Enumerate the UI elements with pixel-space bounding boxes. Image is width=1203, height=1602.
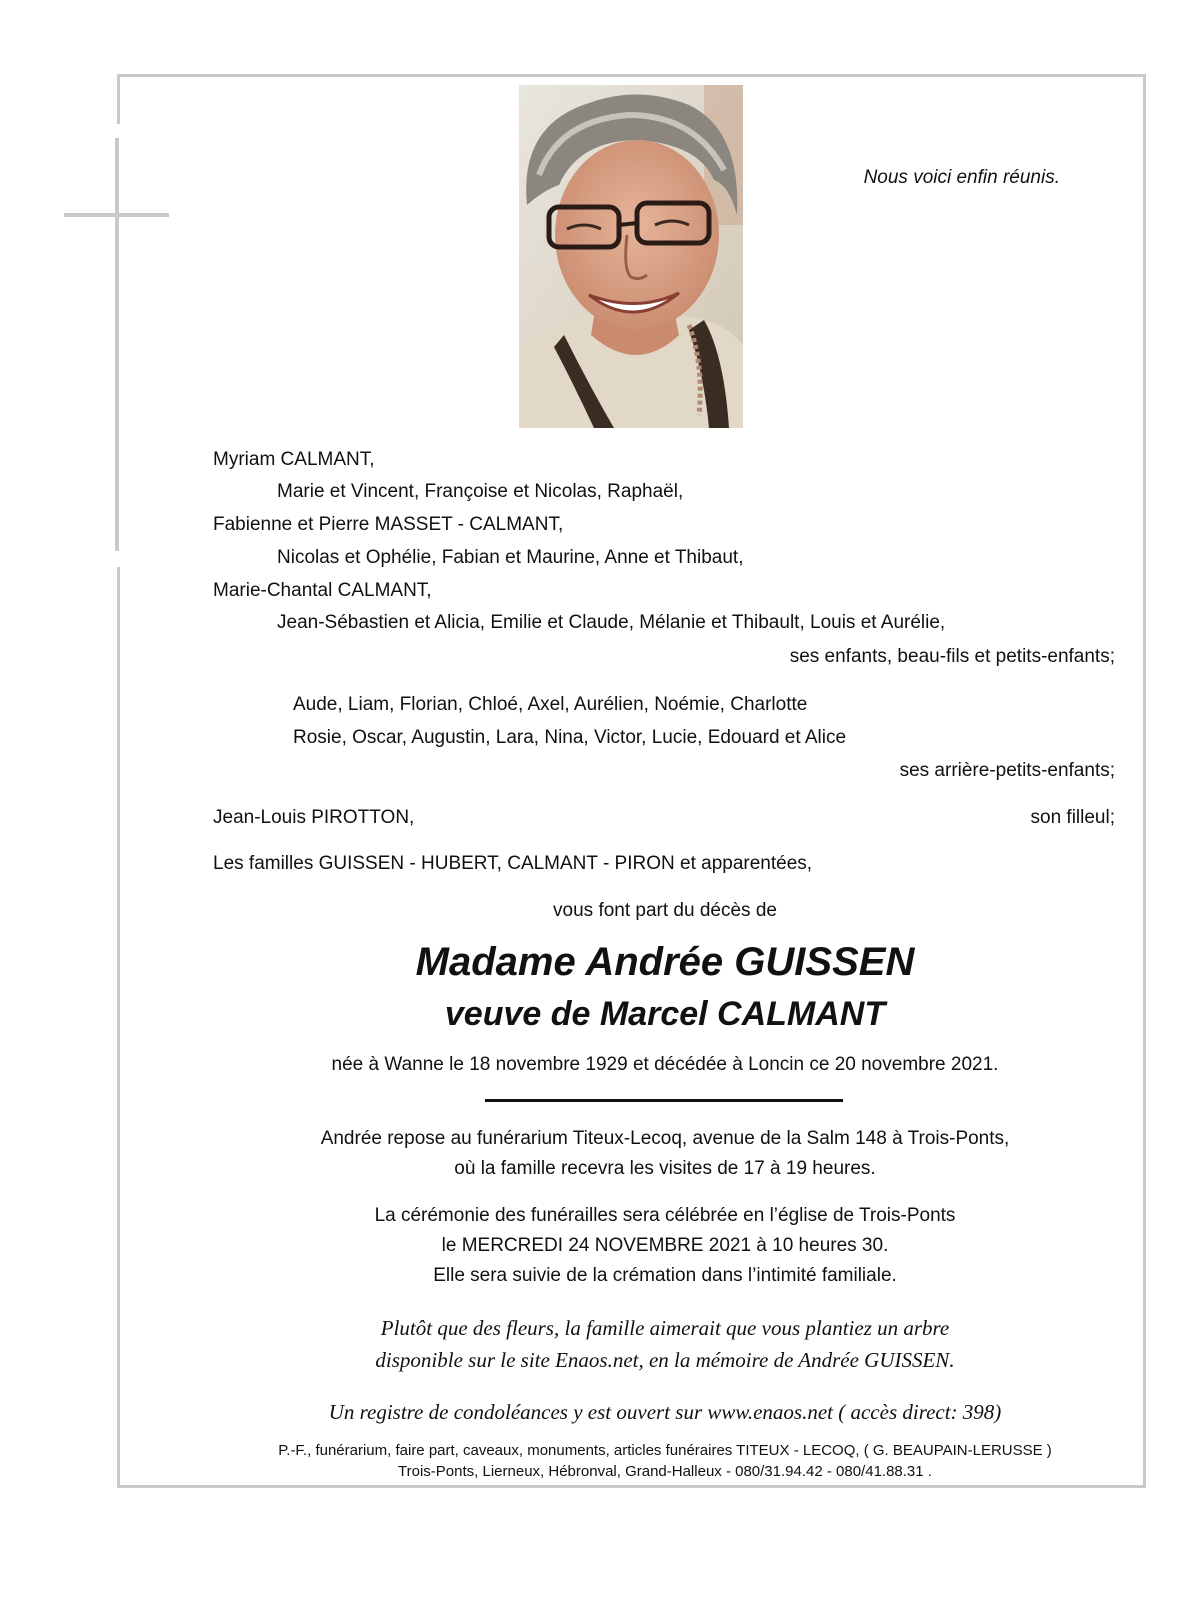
flowers-note: Plutôt que des fleurs, la famille aimerait que vous plantiez un arbre: [380, 1316, 950, 1340]
relation-label: ses enfants, beau-fils et petits-enfants;: [789, 646, 1115, 667]
family-line: Marie-Chantal CALMANT,: [213, 580, 432, 601]
family-line: Marie et Vincent, Françoise et Nicolas, Raphaël,: [277, 481, 684, 502]
frame-right-border: [1143, 74, 1146, 1488]
frame-left-border-top: [117, 74, 120, 124]
deceased-widow: veuve de Marcel CALMANT: [444, 995, 886, 1033]
family-line: Fabienne et Pierre MASSET - CALMANT,: [213, 514, 564, 535]
registry-note: Un registre de condoléances y est ouvert sur www.enaos.net ( accès direct: 398): [328, 1400, 1002, 1424]
footer-line: Trois-Ponts, Lierneux, Hébronval, Grand-Halleux - 080/31.94.42 - 080/41.88.31 .: [398, 1463, 932, 1480]
relation-label: son filleul;: [1030, 807, 1115, 828]
families-line: Les familles GUISSEN - HUBERT, CALMANT - PIRON et apparentées,: [213, 853, 813, 874]
relation-label: ses arrière-petits-enfants;: [899, 760, 1115, 781]
visit-info: où la famille recevra les visites de 17 à 19 heures.: [454, 1158, 876, 1179]
frame-bottom-border: [117, 1485, 1146, 1488]
flowers-note: disponible sur le site Enaos.net, en la mémoire de Andrée GUISSEN.: [375, 1348, 955, 1372]
cross-icon-horizontal: [64, 213, 169, 217]
ceremony-info: le MERCREDI 24 NOVEMBRE 2021 à 10 heures 30.: [441, 1235, 889, 1256]
great-grandchildren-line: Aude, Liam, Florian, Chloé, Axel, Aurélien, Noémie, Charlotte: [293, 694, 808, 715]
visit-info: Andrée repose au funérarium Titeux-Lecoq, avenue de la Salm 148 à Trois-Ponts,: [320, 1128, 1010, 1149]
family-line: Jean-Sébastien et Alicia, Emilie et Claude, Mélanie et Thibault, Louis et Aurélie,: [277, 612, 946, 633]
portrait-photo: [519, 85, 743, 428]
footer-line: P.-F., funérarium, faire part, caveaux, monuments, articles funéraires TITEUX - LECOQ, ( G. BEAUPAIN-LERUSSE ): [278, 1442, 1052, 1459]
frame-top-border: [117, 74, 1146, 77]
frame-left-border-bottom: [117, 567, 120, 1488]
family-line: Myriam CALMANT,: [213, 449, 375, 470]
godson-name: Jean-Louis PIROTTON,: [213, 807, 415, 828]
birth-death-dates: née à Wanne le 18 novembre 1929 et décédée à Loncin ce 20 novembre 2021.: [331, 1054, 999, 1075]
ceremony-info: La cérémonie des funérailles sera célébrée en l’église de Trois-Ponts: [374, 1205, 956, 1226]
great-grandchildren-line: Rosie, Oscar, Augustin, Lara, Nina, Victor, Lucie, Edouard et Alice: [293, 727, 847, 748]
divider-line: [485, 1099, 843, 1102]
ceremony-info: Elle sera suivie de la crémation dans l’intimité familiale.: [433, 1265, 897, 1286]
family-line: Nicolas et Ophélie, Fabian et Maurine, Anne et Thibaut,: [277, 547, 744, 568]
deceased-name: Madame Andrée GUISSEN: [415, 940, 915, 984]
announcement: vous font part du décès de: [553, 900, 777, 921]
epigraph: Nous voici enfin réunis.: [863, 167, 1060, 188]
cross-icon-vertical: [115, 138, 119, 551]
